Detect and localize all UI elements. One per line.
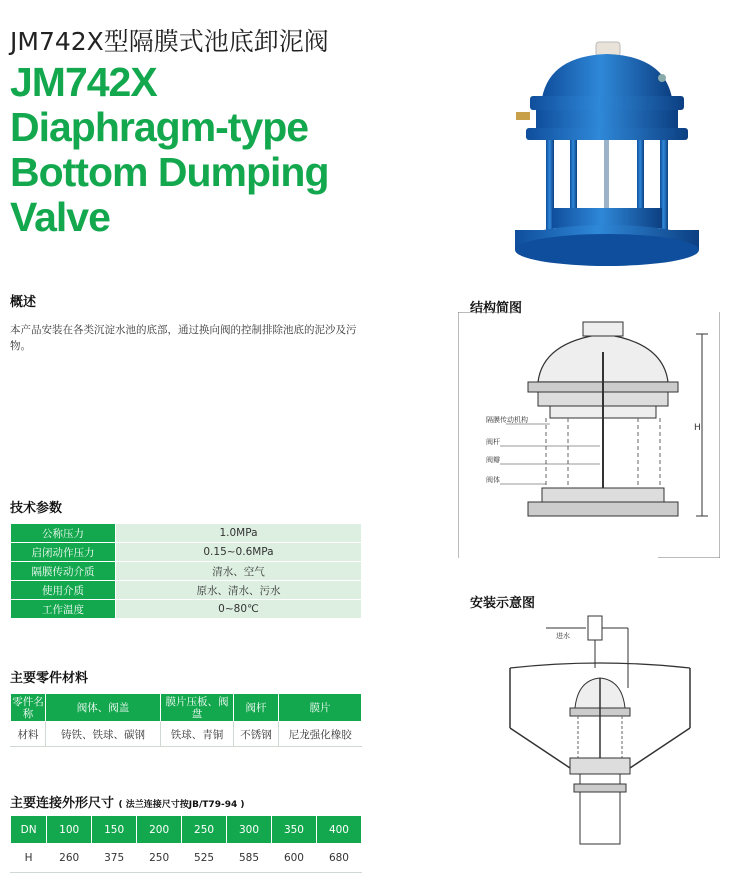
structure-heading: 结构简图 (470, 301, 523, 316)
col-header: DN (11, 816, 47, 844)
label-stem: 阀杆 (486, 438, 500, 446)
product-photo (512, 38, 702, 278)
label-drive: 隔膜传动机构 (486, 416, 528, 424)
cell: 525 (182, 844, 227, 873)
col-header: 膜片 (279, 694, 362, 722)
dimensions-heading (10, 792, 244, 811)
dimensions-table (10, 815, 362, 873)
col-header: 100 (47, 816, 92, 844)
table-row (11, 581, 362, 600)
cell: 材料 (11, 722, 46, 747)
col-header: 零件名称 (12, 695, 44, 720)
table-row (11, 844, 362, 873)
table-row (11, 562, 362, 581)
col-header: 400 (316, 816, 361, 844)
tech-params-heading: 技术参数 (10, 501, 63, 516)
cell: 铁球、青铜 (161, 722, 234, 747)
title-line-3: Bottom Dumping (10, 149, 329, 195)
table-row (11, 543, 362, 562)
col-header: 250 (182, 816, 227, 844)
param-value: 原水、清水、污水 (116, 581, 362, 600)
title-line-1: JM742X (10, 59, 157, 105)
param-key: 使用介质 (11, 581, 116, 600)
cell: 680 (316, 844, 361, 873)
col-header: 阀杆 (234, 694, 279, 722)
materials-table (10, 693, 362, 747)
install-heading: 安装示意图 (470, 596, 536, 611)
cell: 375 (92, 844, 137, 873)
param-value: 清水、空气 (116, 562, 362, 581)
overview-heading: 概述 (10, 295, 37, 310)
table-row (11, 524, 362, 543)
dimensions-title: 主要连接外形尺寸 (10, 796, 115, 811)
col-header: 300 (227, 816, 272, 844)
overview-text: 本产品安装在各类沉淀水池的底部，通过换向阀的控制排除池底的泥沙及污物。 (10, 324, 357, 352)
param-key: 公称压力 (11, 524, 116, 543)
table-row (11, 600, 362, 619)
table-row (11, 722, 362, 747)
table-header-row (11, 816, 362, 844)
cell: 260 (47, 844, 92, 873)
label-inlet: 进水 (556, 632, 570, 640)
product-title (10, 60, 340, 240)
param-key: 工作温度 (11, 600, 116, 619)
table-header-row (11, 694, 362, 722)
structure-diagram (458, 312, 720, 558)
cell: 250 (137, 844, 182, 873)
param-key: 启闭动作压力 (11, 543, 116, 562)
param-key: 隔膜传动介质 (11, 562, 116, 581)
col-header: 阀体、阀盖 (46, 694, 161, 722)
param-value: 0~80℃ (116, 600, 362, 619)
tech-params-table (10, 523, 362, 619)
materials-heading: 主要零件材料 (10, 671, 89, 686)
install-diagram (490, 608, 718, 876)
cell: 铸铁、铁球、碳钢 (46, 722, 161, 747)
title-line-2: Diaphragm-type (10, 104, 309, 150)
label-disc: 阀瓣 (486, 456, 500, 464)
cell: H (11, 844, 47, 873)
col-header: 200 (137, 816, 182, 844)
col-header: 150 (92, 816, 137, 844)
cell: 不锈钢 (234, 722, 279, 747)
label-body: 阀体 (486, 476, 500, 484)
param-value: 1.0MPa (116, 524, 362, 543)
cell: 585 (227, 844, 272, 873)
cell: 600 (271, 844, 316, 873)
cell: 尼龙强化橡胶 (279, 722, 362, 747)
title-line-4: Valve (10, 194, 110, 240)
dimensions-note: ( 法兰连接尺寸按JB/T79-94 ) (118, 800, 245, 810)
dim-h-label: H (694, 423, 701, 433)
param-value: 0.15~0.6MPa (116, 543, 362, 562)
subtitle-cn: JM742X型隔膜式池底卸泥阀 (10, 27, 329, 56)
col-header: 膜片压板、阀盘 (161, 694, 234, 722)
col-header: 350 (271, 816, 316, 844)
